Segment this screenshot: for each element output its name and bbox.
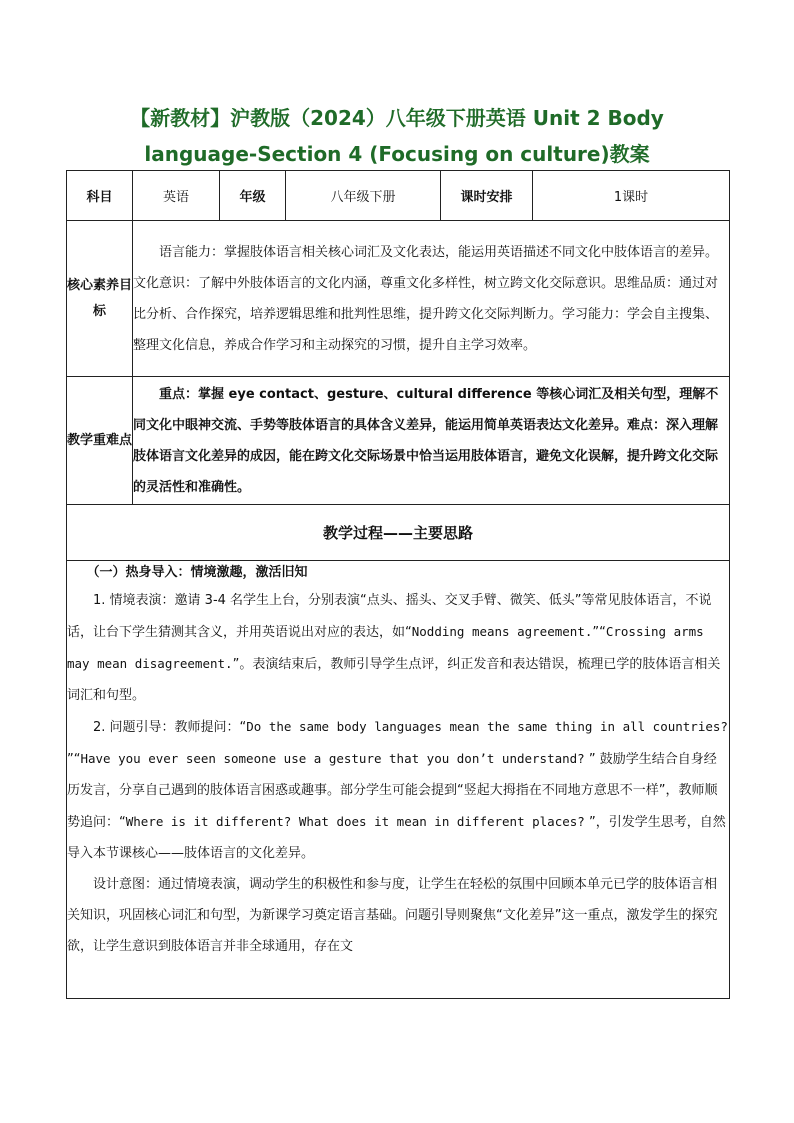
step1-text-a: 1. 情境表演：邀请 3-4 名学生上台，分别表演“点头、摇头、交叉手臂、微笑、低头”等常见肢体语言，不说话，让台下学生猜测其含义，并用英语说出对应的表达，如“	[67, 593, 712, 640]
subject-label: 科目	[67, 171, 133, 221]
process-heading: 教学过程——主要思路	[67, 505, 730, 561]
core-goals-row	[67, 221, 730, 377]
grade-value: 八年级下册	[286, 171, 441, 221]
key-points-label-text: 教学重难点	[67, 432, 133, 448]
key-points-text: 重点：掌握 eye contact、gesture、cultural difference 等核心词汇及相关句型，理解不同文化中眼神交流、手势等肢体语言的具体含义差异，能运用简单英语表达文化差异。难点：深入理解肢体语言文化差异的成因，能在跨文化交际场景中恰当运用肢体语言，避免文化误解，提升跨文化交际的灵活性和准确性。	[133, 377, 730, 505]
step2-english-3: Where is it different? What does it mean in different places?	[125, 814, 585, 829]
process-body-row	[67, 561, 730, 999]
core-goals-text: 语言能力：掌握肢体语言相关核心词汇及文化表达，能运用英语描述不同文化中肢体语言的差异。文化意识：了解中外肢体语言的文化内涵，尊重文化多样性，树立跨文化交际意识。思维品质：通过对比分析、合作探究，培养逻辑思维和批判性思维，提升跨文化交际判断力。学习能力：学会自主搜集、整理文化信息，养成合作学习和主动探究的习惯，提升自主学习效率。	[133, 221, 730, 377]
step1-english-2: Crossing arms may mean disagreement.	[67, 624, 704, 671]
process-heading-row	[67, 505, 730, 561]
lesson-plan-table	[66, 170, 730, 999]
core-goals-label	[67, 221, 133, 377]
step2-text-d: ”，引发学生思考，自然导入本节课核心——肢体语言的文化差异。	[67, 815, 726, 861]
schedule-label: 课时安排	[441, 171, 533, 221]
step2-english-2: Have you ever seen someone use a gesture that you don’t understand?	[80, 751, 585, 766]
step2-text-b: ”“	[67, 752, 81, 767]
basic-info-row	[67, 171, 730, 221]
warmup-section-title: （一）热身导入：情境激趣，激活旧知	[86, 565, 308, 580]
title-line-1: 【新教材】沪教版（2024）八年级下册英语 Unit 2 Body	[130, 106, 664, 130]
title-line-2: language-Section 4 (Focusing on culture)教案	[144, 142, 650, 166]
step2-english-1: Do the same body languages mean the same thing in all countries?	[246, 719, 728, 734]
design-intent: 设计意图：通过情境表演，调动学生的积极性和参与度，让学生在轻松的氛围中回顾本单元已学的肢体语言相关知识，巩固核心词汇和句型，为新课学习奠定语言基础。问题引导则聚焦“文化差异”这一重点，激发学生的探究欲，让学生意识到肢体语言并非全球通用，存在文	[67, 877, 718, 954]
key-points-label	[67, 377, 133, 505]
step1-text-b: ”“	[592, 625, 606, 640]
key-points-row	[67, 377, 730, 505]
step1-text-c: ”。表演结束后，教师引导学生点评，纠正发音和表达错误，梳理已学的肢体语言相关词汇和句型。	[67, 657, 721, 703]
process-body	[67, 561, 730, 999]
core-goals-label-text: 核心素养目标	[67, 277, 133, 319]
subject-value: 英语	[133, 171, 220, 221]
step1-english-1: Nodding means agreement.	[411, 624, 593, 639]
step2-text-c: ” 鼓励学生结合自身经历发言，分享自己遇到的肢体语言困惑或趣事。部分学生可能会提到“竖起大拇指在不同地方意思不一样”，教师顺势追问：“	[67, 752, 718, 830]
document-title	[60, 100, 734, 172]
schedule-value: 1课时	[533, 171, 730, 221]
step2-text-a: 2. 问题引导：教师提问：“	[93, 720, 247, 735]
warmup-step-2	[67, 711, 729, 869]
warmup-step-1	[67, 585, 729, 711]
grade-label: 年级	[220, 171, 286, 221]
